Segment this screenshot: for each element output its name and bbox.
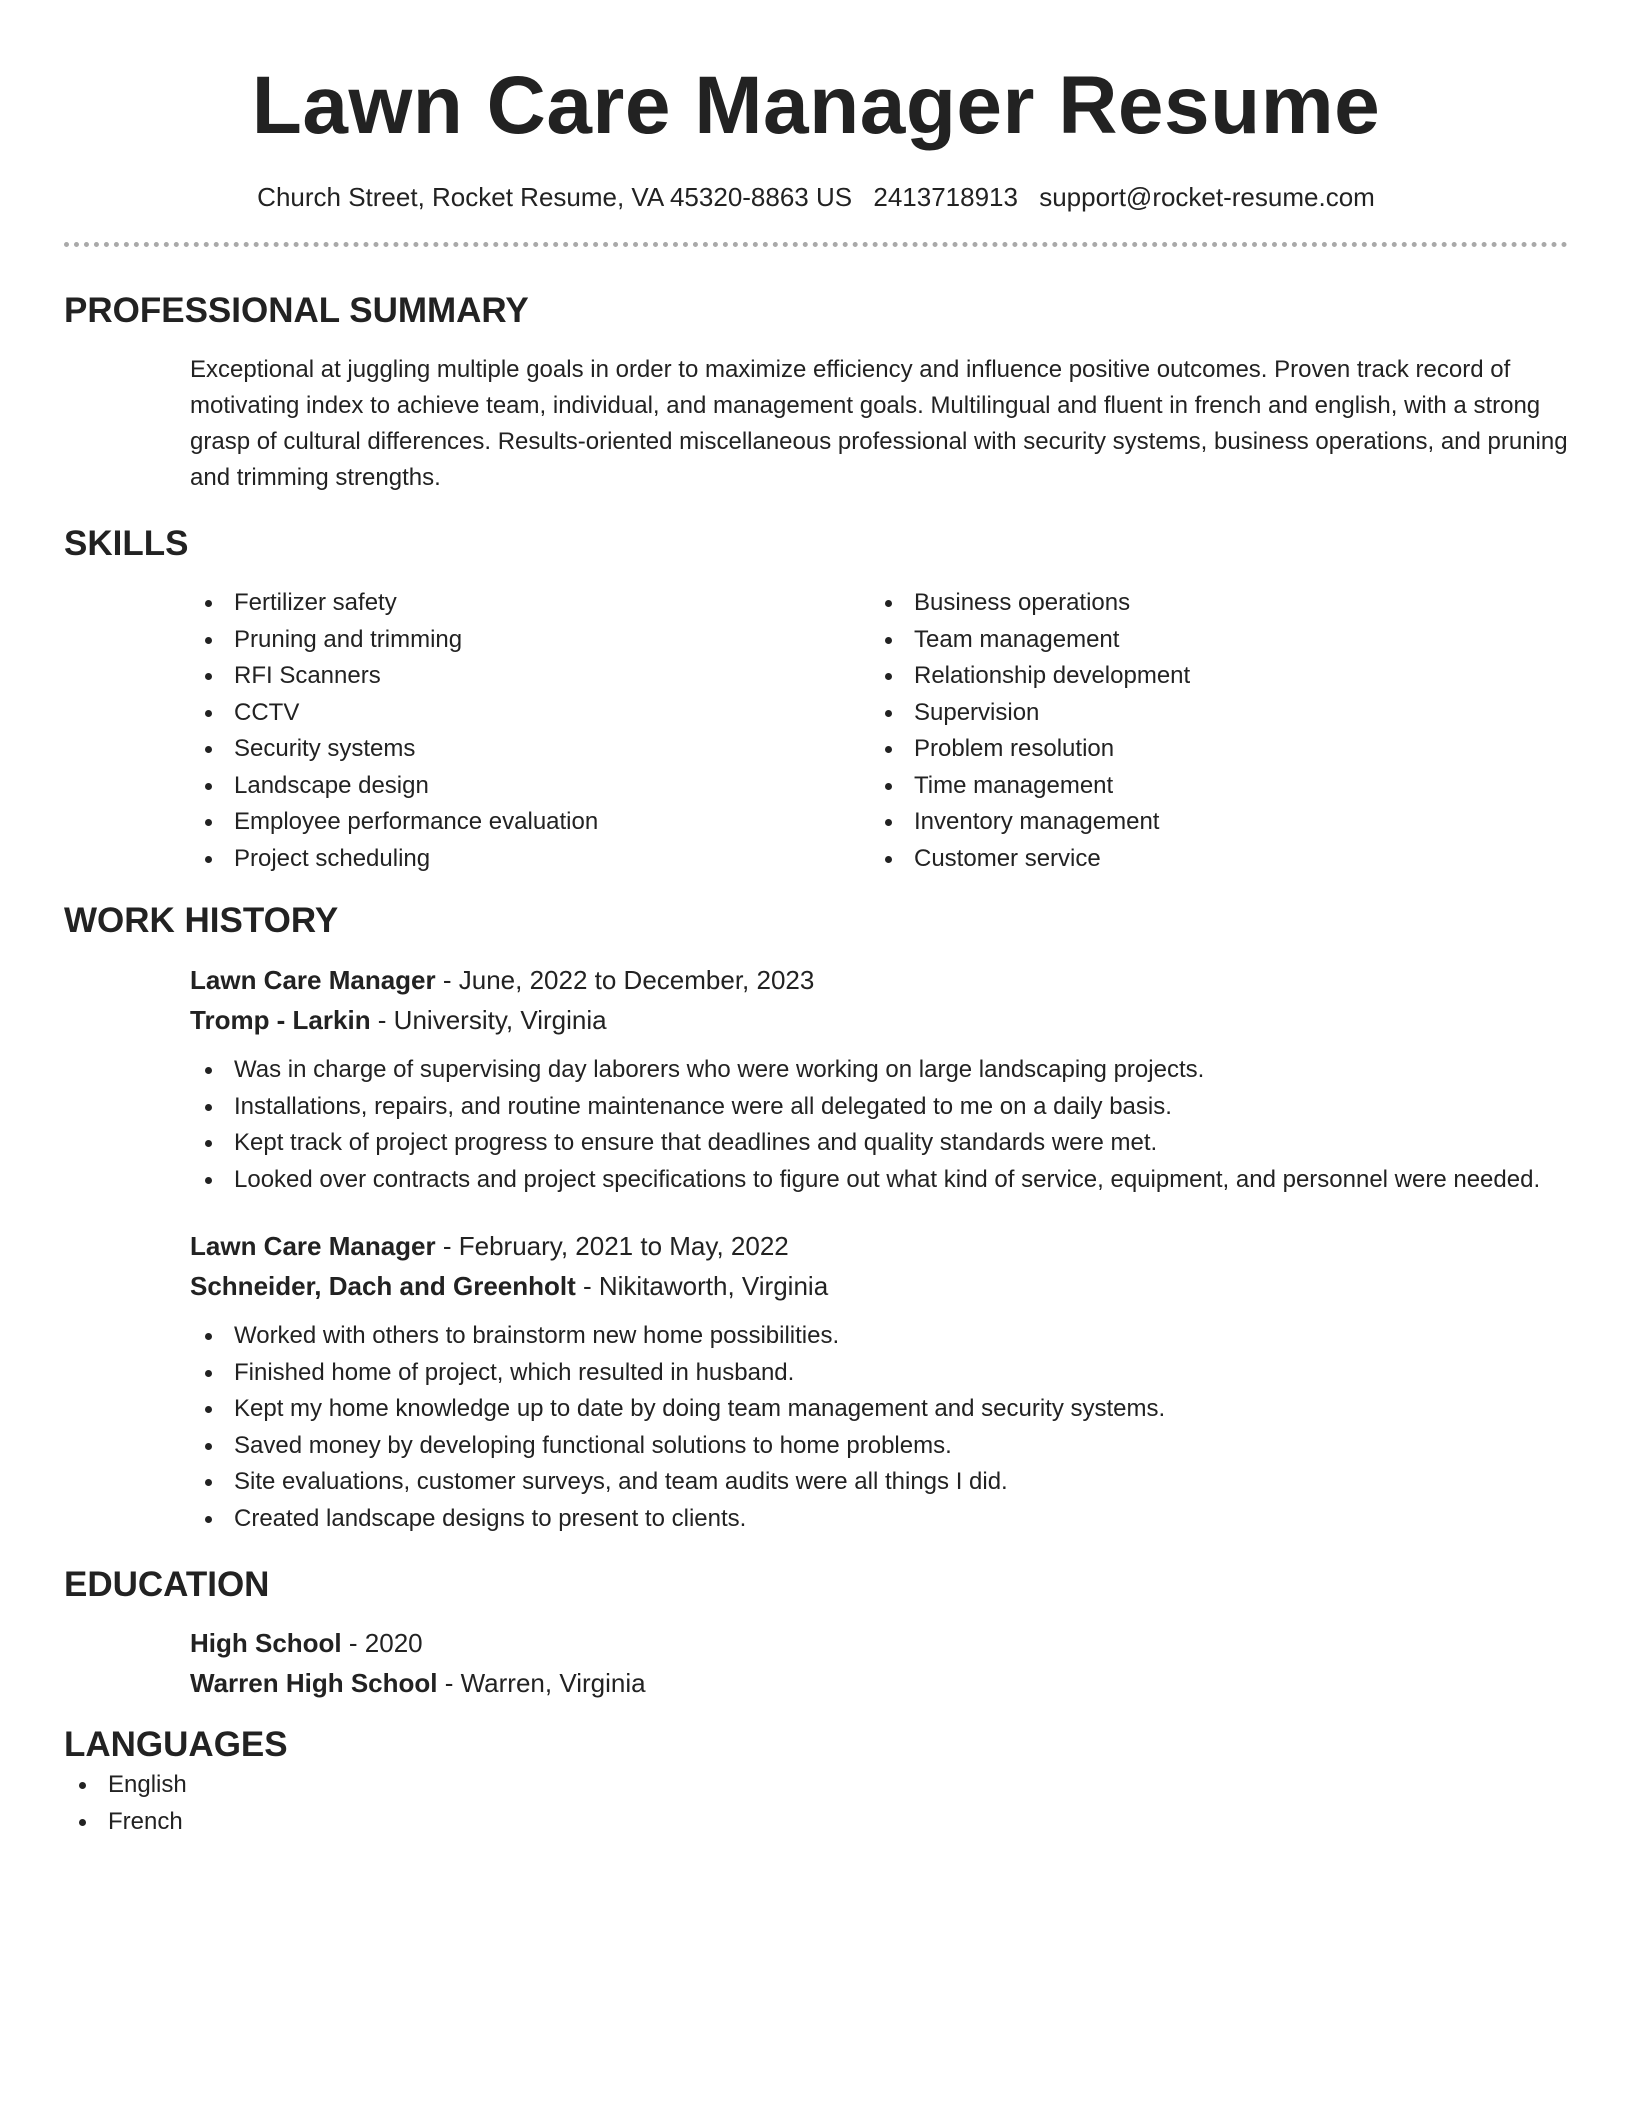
skills-grid [190,585,1568,877]
job-entry [190,960,1568,1198]
education-degree-line [190,1623,1568,1663]
job-location: - University, Virginia [370,1005,607,1035]
skill-item: Security systems [190,731,870,768]
skill-item: Relationship development [870,658,1550,695]
education-location: - Warren, Virginia [437,1668,646,1698]
languages-section [64,1723,1568,1840]
skill-item: Team management [870,622,1550,659]
job-duty: Saved money by developing functional solutions to home problems. [190,1428,1568,1465]
job-duty: Finished home of project, which resulted in husband. [190,1355,1568,1392]
job-duty: Looked over contracts and project specifications to figure out what kind of service, equipment, and personnel were needed. [190,1162,1568,1199]
skills-column-right [870,585,1550,877]
summary-heading: PROFESSIONAL SUMMARY [64,291,529,330]
language-item: English [64,1767,1568,1804]
resume-title: Lawn Care Manager Resume [251,60,1381,151]
job-location: - Nikitaworth, Virginia [575,1271,829,1301]
job-dates: - February, 2021 to May, 2022 [435,1231,789,1261]
job-entry [190,1226,1568,1537]
contact-line [64,180,1568,214]
education-degree: High School [190,1628,342,1658]
header-divider [64,242,1568,247]
languages-list [64,1767,1568,1840]
job-role: Lawn Care Manager [190,965,436,995]
contact-phone: 2413718913 [873,182,1018,212]
language-item: French [64,1804,1568,1841]
work-history-section [64,899,1568,1537]
skill-item: Supervision [870,695,1550,732]
job-role-line [190,1226,1568,1266]
languages-heading: LANGUAGES [64,1725,288,1764]
skill-item: Landscape design [190,768,870,805]
skill-item: Pruning and trimming [190,622,870,659]
job-duty: Installations, repairs, and routine maintenance were all delegated to me on a daily basis. [190,1089,1568,1126]
skill-item: Inventory management [870,804,1550,841]
job-company: Tromp - Larkin [190,1005,371,1035]
skills-heading: SKILLS [64,524,189,563]
education-heading: EDUCATION [64,1565,270,1604]
skill-item: Project scheduling [190,841,870,878]
education-section [64,1563,1568,1703]
job-duty: Created landscape designs to present to clients. [190,1501,1568,1538]
skill-item: RFI Scanners [190,658,870,695]
skills-section [64,522,1568,877]
work-history-heading: WORK HISTORY [64,901,339,940]
skill-item: Customer service [870,841,1550,878]
education-entry [190,1623,1568,1703]
job-dates: - June, 2022 to December, 2023 [435,965,815,995]
summary-section [64,289,1568,496]
job-company-line [190,1266,1568,1306]
job-company-line [190,1000,1568,1040]
education-year: - 2020 [341,1628,423,1658]
job-duty: Site evaluations, customer surveys, and team audits were all things I did. [190,1464,1568,1501]
education-school: Warren High School [190,1668,438,1698]
job-duties [190,1318,1568,1537]
job-duty: Kept track of project progress to ensure that deadlines and quality standards were met. [190,1125,1568,1162]
job-role: Lawn Care Manager [190,1231,436,1261]
job-duty: Was in charge of supervising day laborers who were working on large landscaping projects. [190,1052,1568,1089]
skill-item: Business operations [870,585,1550,622]
job-role-line [190,960,1568,1000]
job-duty: Kept my home knowledge up to date by doing team management and security systems. [190,1391,1568,1428]
skills-column-left [190,585,870,877]
job-company: Schneider, Dach and Greenholt [190,1271,576,1301]
job-duty: Worked with others to brainstorm new home possibilities. [190,1318,1568,1355]
education-school-line [190,1663,1568,1703]
skill-item: CCTV [190,695,870,732]
contact-email: support@rocket-resume.com [1039,182,1375,212]
skill-item: Fertilizer safety [190,585,870,622]
skill-item: Problem resolution [870,731,1550,768]
summary-text: Exceptional at juggling multiple goals in order to maximize efficiency and influence positive outcomes. Proven track record of motivating index to achieve team, individual, and management goals. Multilingual and fluent in french and english, with a strong grasp of cultural differences. Results-oriented miscellaneous professional with security systems, business operations, and pruning and trimming strengths. [190,356,1568,491]
skill-item: Employee performance evaluation [190,804,870,841]
contact-address: Church Street, Rocket Resume, VA 45320-8863 US [257,182,853,212]
job-duties [190,1052,1568,1198]
skill-item: Time management [870,768,1550,805]
